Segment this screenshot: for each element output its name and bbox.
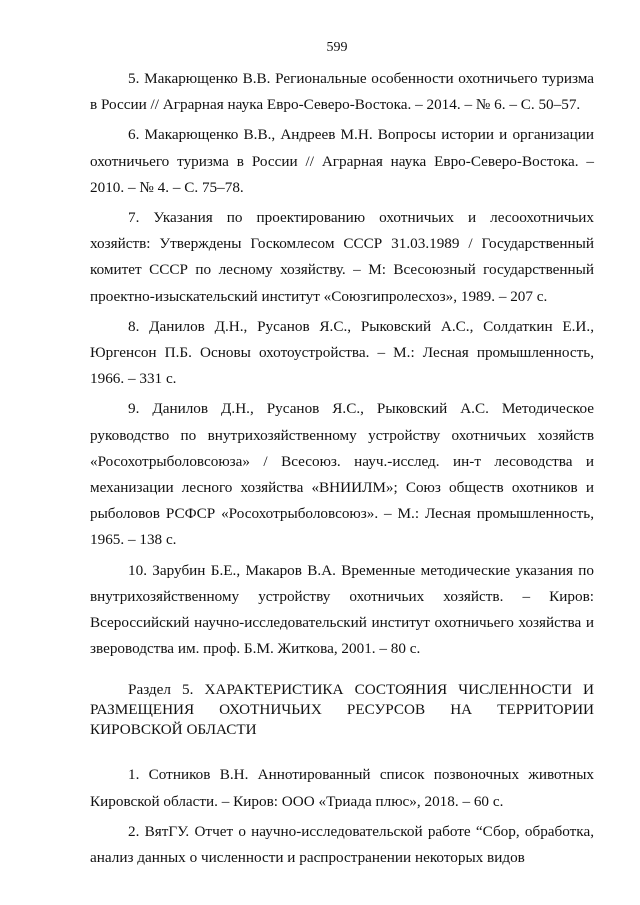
reference-item: 8. Данилов Д.Н., Русанов Я.С., Рыковский А.С., Солдаткин Е.И., Юргенсон П.Б. Основы охотоустройства. – М.: Лесная промышленность, 1966. – 331 с.: [90, 317, 594, 388]
reference-item: 2. ВятГУ. Отчет о научно-исследовательской работе “Сбор, обработка, анализ данных о численности и распространении некоторых видов: [90, 822, 594, 867]
reference-list-before: [90, 66, 594, 662]
reference-item: 7. Указания по проектированию охотничьих и лесоохотничьих хозяйств: Утверждены Госкомлесом СССР 31.03.1989 / Государственный комитет СССР по лесному хозяйству. – М: Всесоюзный государственный проектно-изыскательский институт «Союзгипролесхоз», 1989. – 207 с.: [90, 209, 594, 305]
reference-item: 9. Данилов Д.Н., Русанов Я.С., Рыковский А.С. Методическое руководство по внутрихозяйственному устройству охотничьих хозяйств «Росохотрыболовсоюза» / Всесоюз. науч.-исслед. ин-т лесоводства и механизации лесного хозяйства «ВНИИЛМ»; Союз обществ охотников и рыболовов РСФСР «Росохотрыболовсоюз». – М.: Лесная промышленность, 1965. – 138 с.: [90, 400, 594, 549]
reference-item: 5. Макарющенко В.В. Региональные особенности охотничьего туризма в России // Аграрная наука Евро-Северо-Востока. – 2014. – № 6. – С. 50–57.: [90, 70, 594, 114]
reference-item: 1. Сотников В.Н. Аннотированный список позвоночных животных Кировской области. – Киров: ООО «Триада плюс», 2018. – 60 с.: [90, 766, 594, 810]
reference-item: 10. Зарубин Б.Е., Макаров В.А. Временные методические указания по внутрихозяйственному устройству охотничьих хозяйств. – Киров: Всероссийский научно-исследовательский институт охотничьего хозяйства и звероводства им. проф. Б.М. Житкова, 2001. – 80 с.: [90, 561, 594, 658]
reference-list-after: [90, 762, 594, 871]
reference-item: 6. Макарющенко В.В., Андреев М.Н. Вопросы истории и организации охотничьего туризма в России // Аграрная наука Евро-Северо-Востока. – 2010. – № 4. – С. 75–78.: [90, 126, 594, 196]
page-number: 599: [326, 40, 348, 55]
section-heading: Раздел 5. ХАРАКТЕРИСТИКА СОСТОЯНИЯ ЧИСЛЕННОСТИ И РАЗМЕЩЕНИЯ ОХОТНИЧЬИХ РЕСУРСОВ НА ТЕРРИТОРИИ КИРОВСКОЙ ОБЛАСТИ: [90, 681, 594, 739]
